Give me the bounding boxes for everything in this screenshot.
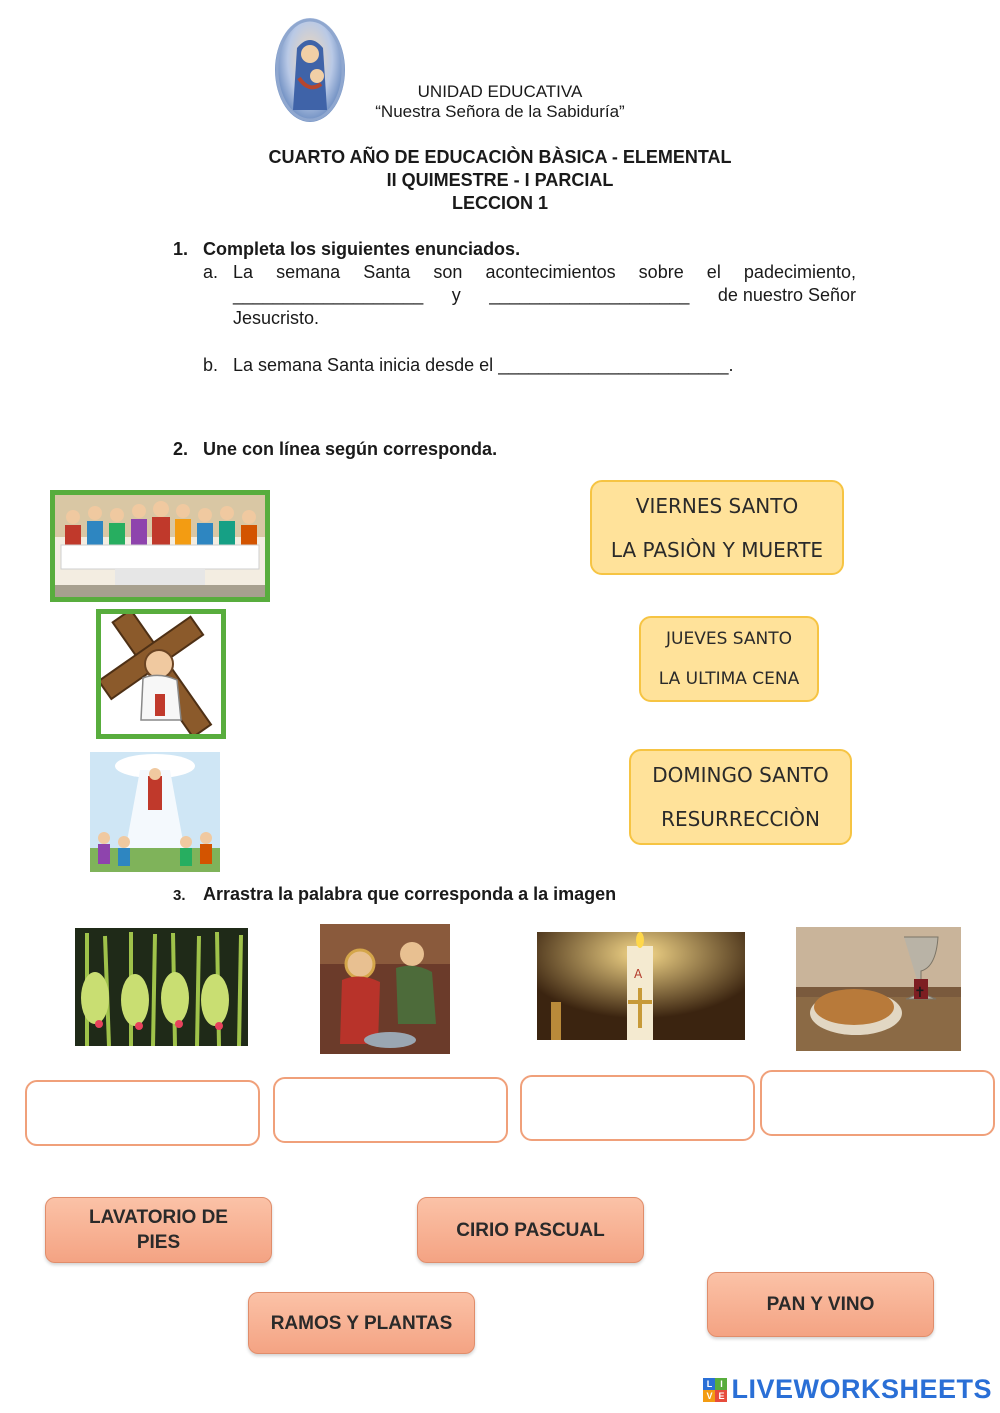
term-title: II QUIMESTRE - I PARCIAL [386,170,614,190]
q2-number: 2. [173,439,189,459]
q1a-blank-2[interactable]: ____________________ [489,285,690,305]
q3-number: 3. [173,887,186,904]
paschal-candle-image [537,932,745,1040]
basin-icon [320,924,450,1054]
match-box-title: VIERNES SANTO [635,493,799,518]
q1-number: 1. [173,239,189,259]
q1a-line3: Jesucristo. [233,308,320,328]
brand-mark-v: V [703,1390,715,1402]
bread-wine-image [796,927,961,1051]
q1b-line [233,355,733,376]
q1-instruction: Completa los siguientes enunciados. [203,239,521,259]
q1a-line1: La semana Santa son acontecimientos sobre el padecimiento, [233,262,856,282]
grade-title: CUARTO AÑO DE EDUCACIÒN BÀSICA - ELEMENTAL [268,147,732,167]
chip-lavatorio-de-pies[interactable]: LAVATORIO DE PIES [45,1197,272,1263]
match-box-subtitle: RESURRECCIÒN [661,807,820,831]
cross-icon [101,614,221,734]
q1b-text: La semana Santa inicia desde el [233,355,494,375]
match-box-viernes-santo[interactable] [590,480,844,575]
q1b-period: . [728,355,734,375]
q1a-tail: de nuestro Señor [717,285,856,305]
q1a-and: y [451,285,461,305]
foot-washing-image [320,924,450,1054]
bread-icon [796,927,961,1051]
last-supper-image[interactable] [50,490,270,602]
jesus-cross-image[interactable] [96,609,226,739]
match-box-domingo-santo[interactable] [629,749,852,845]
q1a-line2 [233,285,856,306]
last-supper-icon [55,495,265,597]
drop-zone-palm[interactable] [25,1080,260,1146]
palm-icon [75,928,248,1046]
ascension-icon [90,752,220,872]
ascension-image[interactable] [90,752,220,872]
match-box-title: DOMINGO SANTO [652,763,829,787]
brand-mark-l: L [703,1378,715,1390]
q1b-blank[interactable]: _______________________ [498,355,729,375]
school-name: UNIDAD EDUCATIVA [417,82,583,101]
candle-icon [537,932,745,1040]
q1a-label: a. [203,262,219,282]
q3-instruction: Arrastra la palabra que corresponda a la imagen [203,884,617,904]
brand-mark-e: E [715,1390,727,1402]
palm-branches-image [75,928,248,1046]
drop-zone-foot-washing[interactable] [273,1077,508,1143]
chip-pan-y-vino[interactable]: PAN Y VINO [707,1272,934,1337]
brand-name: LIVEWORKSHEETS [731,1374,992,1404]
brand-mark-i: I [715,1378,727,1390]
drop-zone-candle[interactable] [520,1075,755,1141]
match-box-jueves-santo[interactable] [639,616,819,702]
school-motto: “Nuestra Señora de la Sabiduría” [375,102,625,121]
liveworksheets-logo [703,1374,992,1405]
match-box-title: JUEVES SANTO [666,629,792,649]
chip-cirio-pascual[interactable]: CIRIO PASCUAL [417,1197,644,1263]
match-box-subtitle: LA ULTIMA CENA [658,669,800,689]
q1b-label: b. [203,355,219,375]
drop-zone-bread-wine[interactable] [760,1070,995,1136]
q1a-blank-1[interactable]: ___________________ [233,285,424,305]
q2-instruction: Une con línea según corresponda. [203,439,498,459]
chip-ramos-y-plantas[interactable]: RAMOS Y PLANTAS [248,1292,475,1354]
lesson-title: LECCION 1 [451,193,548,213]
liveworksheets-mark-icon [703,1378,727,1402]
svg-text:✝: ✝ [914,985,926,1001]
svg-text:A: A [634,967,643,981]
match-box-subtitle: LA PASIÒN Y MUERTE [610,537,824,562]
